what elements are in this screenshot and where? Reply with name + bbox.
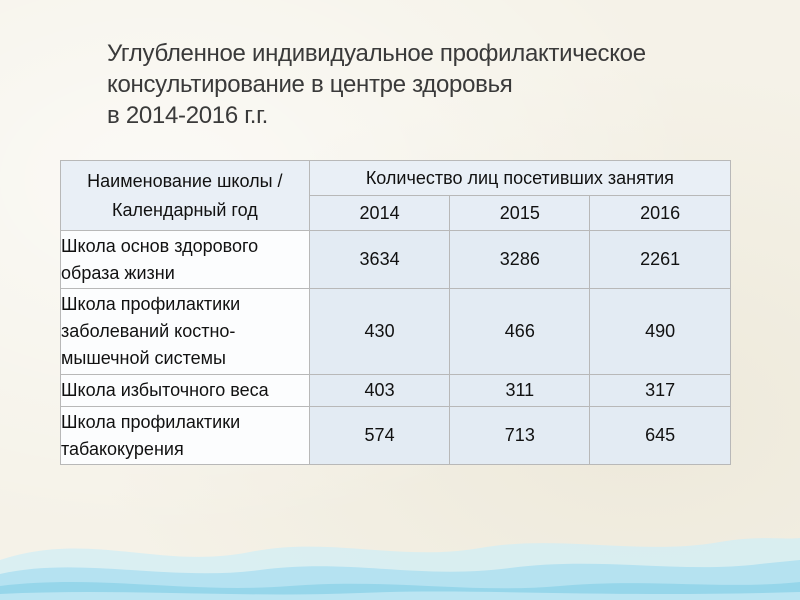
value-cell: 713: [450, 407, 590, 465]
statistics-table: [60, 160, 731, 465]
corner-header-cell: [61, 161, 310, 231]
corner-header-line-2: Календарный год: [112, 199, 258, 220]
group-header-cell: Количество лиц посетивших занятия: [309, 161, 730, 196]
school-name-cell: Школа профилактики заболеваний костно-мышечной системы: [61, 289, 310, 375]
school-name-cell: Школа профилактики табакокурения: [61, 407, 310, 465]
value-cell: 311: [450, 375, 590, 407]
table-row: [61, 375, 731, 407]
title-line-1: Углубленное индивидуальное профилактическое: [107, 40, 646, 67]
title-line-2: консультирование в центре здоровья: [107, 71, 513, 98]
value-cell: 2261: [590, 231, 731, 289]
value-cell: 490: [590, 289, 731, 375]
value-cell: 3634: [309, 231, 450, 289]
year-header-2015: 2015: [450, 196, 590, 231]
school-name-cell: Школа основ здорового образа жизни: [61, 231, 310, 289]
school-name-cell: Школа избыточного веса: [61, 375, 310, 407]
year-header-2016: 2016: [590, 196, 731, 231]
corner-header-line-1: Наименование школы /: [87, 170, 283, 191]
table-header-row: [61, 161, 731, 196]
value-cell: 645: [590, 407, 731, 465]
value-cell: 3286: [450, 231, 590, 289]
value-cell: 430: [309, 289, 450, 375]
value-cell: 317: [590, 375, 731, 407]
title-line-3: в 2014-2016 г.г.: [107, 102, 269, 129]
value-cell: 574: [309, 407, 450, 465]
value-cell: 466: [450, 289, 590, 375]
table-row: [61, 407, 731, 465]
slide-title: [107, 38, 767, 131]
year-header-2014: 2014: [309, 196, 450, 231]
table-row: [61, 231, 731, 289]
table-row: [61, 289, 731, 375]
value-cell: 403: [309, 375, 450, 407]
decorative-wave: [0, 490, 800, 600]
